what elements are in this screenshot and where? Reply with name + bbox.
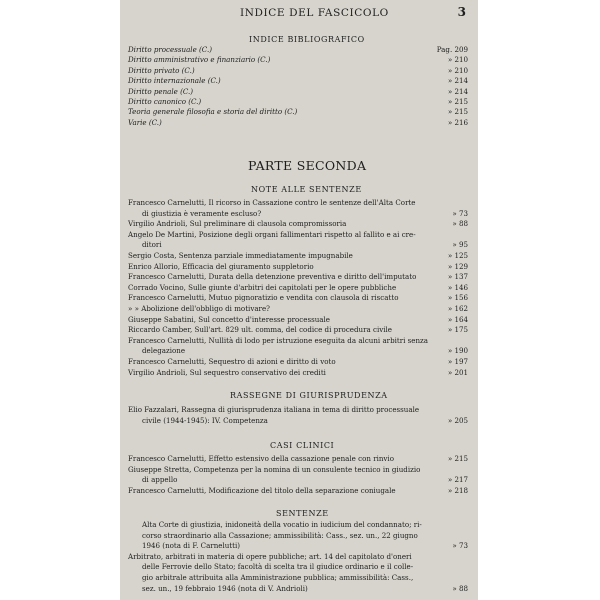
toc-entry-text: Francesco Carnelutti, Nullità di lodo per istruzione eseguita da alcuni arbitri senza [128, 335, 429, 345]
toc-entry-text: Corrado Vocino, Sulle giunte d'arbitri dei capitolati per le opere pubbliche [128, 282, 397, 292]
toc-entry-page: Pag. 209 [436, 45, 468, 54]
toc-entry-page: » 215 [447, 454, 468, 463]
toc-entry-text: delle Ferrovie dello Stato; facoltà di scelta tra il giudice ordinario e il colle- [142, 562, 414, 572]
toc-entry [128, 325, 468, 335]
toc-entry [128, 465, 468, 475]
toc-entry-page: » 214 [447, 76, 468, 86]
toc-entry-page: » 73 [452, 208, 468, 218]
toc-entry [128, 357, 468, 367]
toc-entry-text: Riccardo Camber, Sull'art. 829 ult. comma, del codice di procedura civile [128, 325, 392, 335]
parte-seconda-heading: PARTE SECONDA [248, 158, 367, 173]
toc-entry-text: Diritto amministrativo e finanziario (C.) [128, 55, 271, 65]
toc-entry-text: Enrico Allorio, Efficacia del giuramento suppletorio [128, 261, 314, 271]
toc-entry [128, 454, 468, 464]
toc-entry-page: » 218 [447, 485, 468, 495]
toc-entry-text: Diritto penale (C.) [128, 86, 194, 96]
toc-entry [128, 118, 468, 128]
toc-entry-page: » 216 [447, 117, 468, 127]
toc-entry-text: civile (1944-1945): IV. Competenza [142, 415, 268, 425]
toc-entry-text: Francesco Carnelutti, Durata della detenzione preventiva e diritto dell'imputato [128, 272, 417, 282]
toc-entry [128, 293, 468, 303]
toc-entry-text: Teoria generale filosofia e storia del diritto (C.) [128, 107, 298, 117]
toc-entry [142, 562, 468, 572]
toc-entry-text: gio arbitrale attribuita alla Amministrazione pubblica; ammissibilità: Cass., [142, 573, 414, 582]
toc-entry-text: Virgilio Andrioli, Sul sequestro conservativo dei crediti [128, 367, 326, 377]
toc-entry-page: » 215 [447, 107, 468, 117]
toc-entry [128, 315, 468, 325]
toc-entry [128, 198, 468, 208]
toc-entry-text: Diritto canonico (C.) [128, 97, 202, 106]
toc-entry-text: Alta Corte di giustizia, inidoneità della vocatio in iudicium del condannato; ri- [142, 520, 422, 529]
toc-entry-page: » 210 [447, 55, 468, 65]
toc-entry-text: Francesco Carnelutti, Mutuo pignoratizio e vendita con clausola di riscatto [128, 293, 399, 303]
toc-entry [128, 368, 468, 378]
toc-entry [142, 416, 468, 426]
toc-entry [128, 262, 468, 272]
toc-entry-text: Francesco Carnelutti, Il ricorso in Cassazione contro le sentenze dell'Alta Corte [128, 198, 416, 207]
toc-entry [128, 76, 468, 86]
toc-entry-text: di giustizia è veramente escluso? [142, 208, 262, 218]
toc-entry [128, 486, 468, 496]
toc-entry-page: » 217 [447, 475, 468, 485]
toc-entry [128, 283, 468, 293]
toc-entry [128, 97, 468, 107]
toc-entry [128, 304, 468, 314]
toc-entry [128, 55, 468, 65]
toc-entry [128, 336, 468, 346]
toc-entry-page: » 215 [447, 97, 468, 106]
toc-entry-page: » 156 [447, 293, 468, 303]
toc-entry [128, 251, 468, 261]
toc-entry [128, 107, 468, 117]
toc-entry-page: » 210 [447, 65, 468, 75]
toc-entry [128, 230, 468, 240]
toc-entry-text: sez. un., 19 febbraio 1946 (nota di V. Andrioli) [142, 583, 308, 593]
toc-entry-text: Virgilio Andrioli, Sul preliminare di clausola compromissoria [128, 219, 347, 229]
toc-entry [142, 209, 468, 219]
toc-entry [128, 45, 468, 55]
toc-entry-text: Francesco Carnelutti, Sequestro di azioni e diritto di voto [128, 357, 336, 366]
toc-entry [142, 240, 468, 250]
toc-entry-text: Diritto processuale (C.) [128, 45, 212, 54]
toc-entry [142, 520, 468, 530]
toc-entry-text: Francesco Carnelutti, Effetto estensivo della cassazione penale con rinvio [128, 454, 394, 463]
toc-entry-text: » » Abolizione dell'obbligo di motivare? [128, 304, 270, 313]
toc-entry-text: Sergio Costa, Sentenza parziale immediatamente impugnabile [128, 251, 353, 260]
page-number: 3 [457, 5, 466, 19]
document-page [120, 0, 478, 600]
toc-entry [128, 66, 468, 76]
toc-entry [128, 405, 468, 415]
toc-entry [142, 531, 468, 541]
toc-entry-text: Varie (C.) [128, 117, 162, 127]
toc-entry-page: » 125 [447, 251, 468, 260]
running-header: INDICE DEL FASCICOLO [240, 7, 389, 19]
toc-entry [142, 573, 468, 583]
toc-entry-text: Giuseppe Sabatini, Sul concetto d'interesse processuale [128, 314, 330, 324]
toc-entry-page: » 214 [447, 86, 468, 96]
toc-entry [128, 219, 468, 229]
toc-entry-text: Diritto internazionale (C.) [128, 76, 221, 86]
toc-entry-page: » 164 [447, 314, 468, 324]
toc-entry-page: » 137 [447, 272, 468, 282]
toc-entry-text: ditori [142, 240, 162, 250]
toc-entry [142, 584, 468, 594]
toc-entry [128, 272, 468, 282]
toc-entry-page: » 175 [447, 325, 468, 335]
note-heading: NOTE ALLE SENTENZE [251, 185, 362, 194]
toc-entry-text: Giuseppe Stretta, Competenza per la nomina di un consulente tecnico in giudizio [128, 464, 421, 474]
toc-entry-text: corso straordinario alla Cassazione; ammissibilità: Cass., sez. un., 22 giugno [142, 530, 418, 540]
toc-entry-page: » 73 [452, 541, 468, 551]
toc-entry-text: Elio Fazzalari, Rassegna di giurisprudenza italiana in tema di diritto processuale [128, 405, 420, 414]
toc-entry-page: » 205 [447, 415, 468, 425]
indice-bibliografico-heading: INDICE BIBLIOGRAFICO [249, 35, 365, 44]
toc-entry-page: » 162 [447, 304, 468, 313]
toc-entry-page: » 201 [447, 367, 468, 377]
toc-entry-page: » 129 [447, 261, 468, 271]
rassegne-heading: RASSEGNE DI GIURISPRUDENZA [230, 391, 388, 400]
toc-entry-text: 1946 (nota di F. Carnelutti) [142, 541, 241, 551]
toc-entry [142, 541, 468, 551]
toc-entry-page: » 146 [447, 282, 468, 292]
toc-entry-text: Arbitrato, arbitrati in materia di opere pubbliche; art. 14 del capitolato d'oneri [128, 551, 412, 561]
toc-entry-text: di appello [142, 475, 178, 485]
toc-entry-text: Francesco Carnelutti, Modificazione del titolo della separazione coniugale [128, 485, 396, 495]
toc-entry-page: » 197 [447, 357, 468, 366]
toc-entry [142, 475, 468, 485]
toc-entry-page: » 190 [447, 346, 468, 356]
toc-entry [142, 346, 468, 356]
toc-entry-page: » 88 [452, 219, 468, 229]
toc-entry-text: Diritto privato (C.) [128, 65, 195, 75]
toc-entry [128, 87, 468, 97]
toc-entry [128, 552, 468, 562]
toc-entry-page: » 95 [452, 240, 468, 250]
toc-entry-text: Angelo De Martini, Posizione degli organi fallimentari rispetto al fallito e ai cre- [128, 229, 416, 239]
toc-entry-text: delegazione [142, 346, 186, 356]
sentenze-heading: SENTENZE [276, 509, 329, 518]
toc-entry-page: » 88 [452, 583, 468, 593]
casi-heading: CASI CLINICI [270, 441, 335, 450]
